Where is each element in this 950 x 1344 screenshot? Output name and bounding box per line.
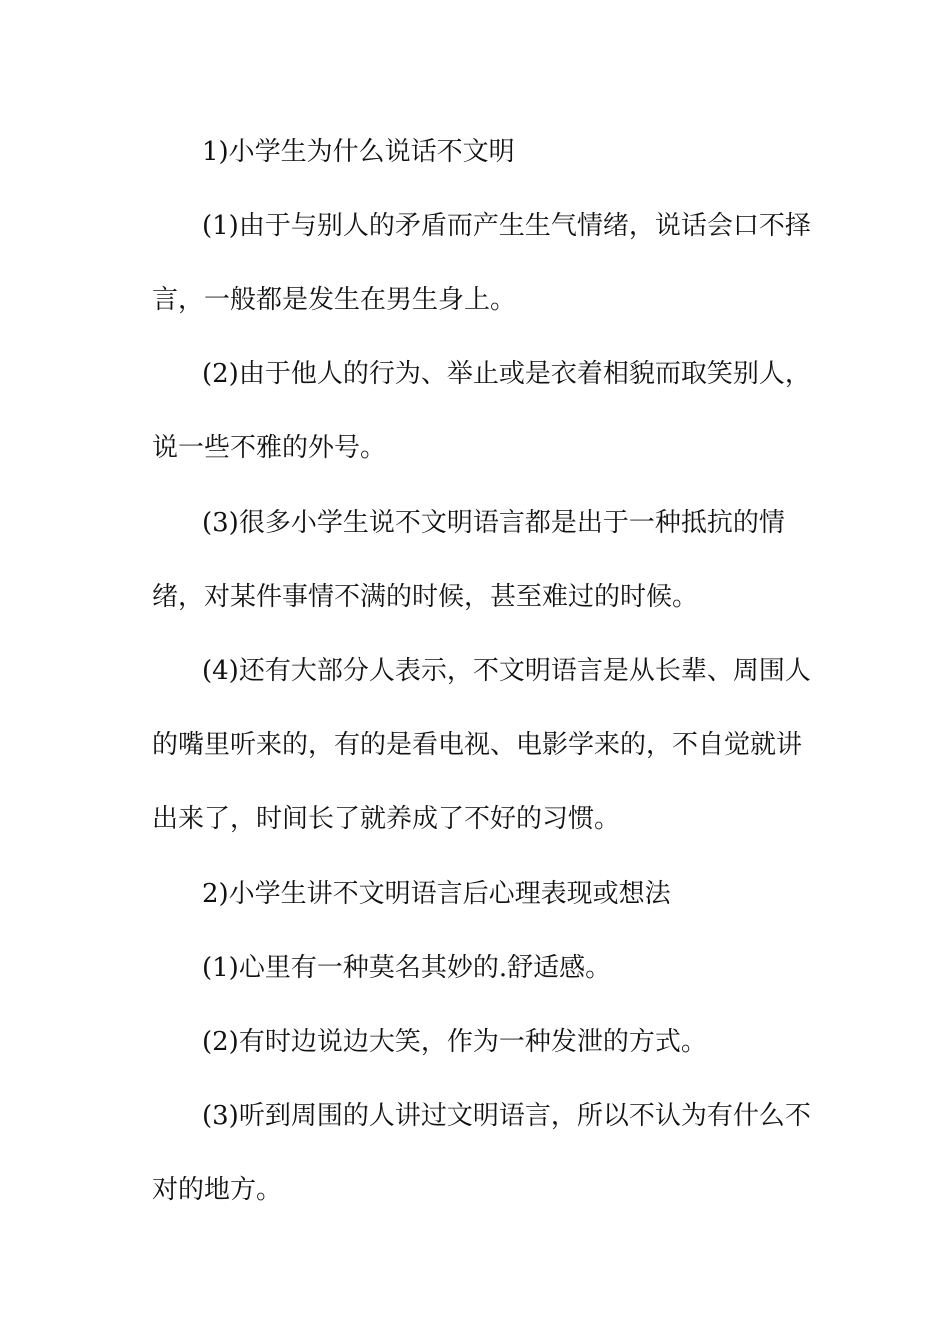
section-heading-1: 1)小学生为什么说话不文明 <box>202 137 515 167</box>
paragraph-line: (3)很多小学生说不文明语言都是出于一种抵抗的情 <box>202 508 785 538</box>
paragraph-line: (3)听到周围的人讲过文明语言，所以不认为有什么不 <box>202 1101 811 1131</box>
paragraph-line: 的嘴里听来的，有的是看电视、电影学来的，不自觉就讲 <box>152 730 803 760</box>
paragraph-line: 说一些不雅的外号。 <box>152 433 387 463</box>
paragraph-line: (2)由于他人的行为、举止或是衣着相貌而取笑别人， <box>202 359 811 389</box>
paragraph-line: (4)还有大部分人表示，不文明语言是从长辈、周围人 <box>202 656 811 686</box>
paragraph-line: 出来了，时间长了就养成了不好的习惯。 <box>152 804 621 834</box>
paragraph-line: 对的地方。 <box>152 1175 283 1205</box>
paragraph-line: (1)由于与别人的矛盾而产生生气情绪，说话会口不择 <box>202 211 811 241</box>
paragraph-line: 言，一般都是发生在男生身上。 <box>152 285 517 315</box>
paragraph-line: (1)心里有一种莫名其妙的.舒适感。 <box>202 953 612 983</box>
paragraph-line: 绪，对某件事情不满的时候，甚至难过的时候。 <box>152 582 699 612</box>
paragraph-line: (2)有时边说边大笑，作为一种发泄的方式。 <box>202 1027 707 1057</box>
section-heading-2: 2)小学生讲不文明语言后心理表现或想法 <box>202 879 671 909</box>
